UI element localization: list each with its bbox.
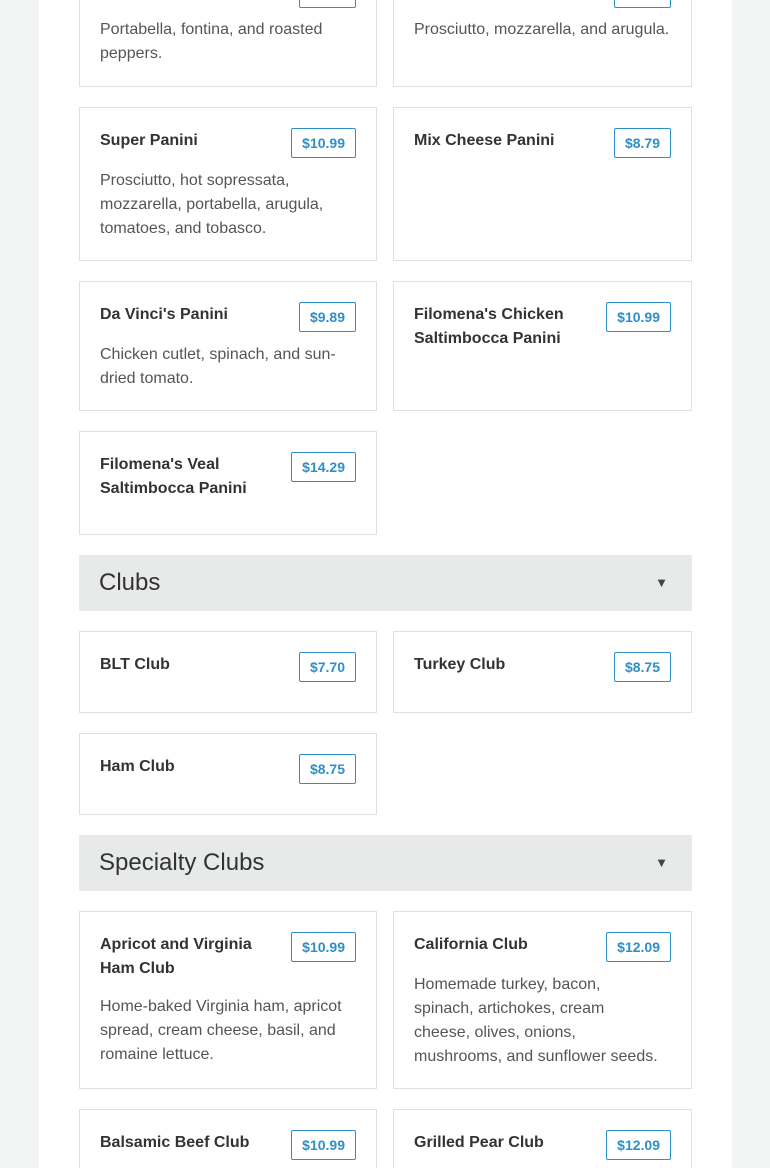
menu-item-card[interactable] [79,0,377,87]
price-badge[interactable]: $12.09 [606,1130,671,1160]
menu-item-card[interactable] [393,281,692,411]
item-name: Ham Club [100,758,175,775]
item-name: Grilled Pear Club [414,1134,544,1151]
item-name: Filomena's Veal Saltimbocca Panini [100,456,247,497]
price-badge[interactable]: $10.99 [291,1130,356,1160]
price-badge[interactable]: $8.75 [614,652,671,682]
menu-item-card[interactable] [79,107,377,261]
item-name: California Club [414,936,528,953]
item-name: BLT Club [100,656,170,673]
price-badge[interactable]: $12.09 [606,932,671,962]
item-name: Filomena's Chicken Saltimbocca Panini [414,306,564,347]
menu-item-card[interactable] [79,281,377,411]
price-badge[interactable]: $7.70 [299,652,356,682]
item-description: Chicken cutlet, spinach, and sun-dried tomato. [100,346,336,387]
menu-item-card[interactable] [79,911,377,1089]
menu-item-card[interactable] [79,1109,377,1168]
price-badge[interactable] [299,0,356,8]
price-badge[interactable]: $8.79 [614,128,671,158]
item-description: Prosciutto, hot sopressata, mozzarella, portabella, arugula, tomatoes, and tobasco. [100,172,324,237]
section-header-specialty-clubs[interactable] [79,835,692,891]
item-name: Apricot and Virginia Ham Club [100,936,252,977]
menu-item-card[interactable] [393,107,692,261]
price-badge[interactable] [614,0,671,8]
caret-down-icon[interactable]: ▼ [655,855,668,870]
menu-item-card[interactable] [79,631,377,713]
menu-item-card[interactable] [393,1109,692,1168]
section-title: Clubs [99,569,161,596]
menu-item-card[interactable] [393,0,692,87]
item-description: Home-baked Virginia ham, apricot spread, cream cheese, basil, and romaine lettuce. [100,998,342,1063]
item-name: Super Panini [100,132,198,149]
item-description: Prosciutto, mozzarella, and arugula. [414,21,670,38]
menu-item-card[interactable] [79,733,377,815]
section-header-clubs[interactable] [79,555,692,611]
item-description: Homemade turkey, bacon, spinach, artichokes, cream cheese, olives, onions, mushrooms, and sunflower seeds. [414,976,658,1065]
caret-down-icon[interactable]: ▼ [655,575,668,590]
menu-item-card[interactable] [393,631,692,713]
item-name: Turkey Club [414,656,506,673]
item-description: Portabella, fontina, and roasted peppers. [100,21,323,62]
section-title: Specialty Clubs [99,849,265,876]
item-name: Da Vinci's Panini [100,306,228,323]
item-name: Mix Cheese Panini [414,132,555,149]
menu-item-card[interactable] [79,431,377,535]
price-badge[interactable]: $10.99 [291,128,356,158]
price-badge[interactable]: $8.75 [299,754,356,784]
price-badge[interactable]: $10.99 [291,932,356,962]
price-badge[interactable]: $9.89 [299,302,356,332]
menu-item-card[interactable] [393,911,692,1089]
price-badge[interactable]: $10.99 [606,302,671,332]
item-name: Balsamic Beef Club [100,1134,250,1151]
price-badge[interactable]: $14.29 [291,452,356,482]
